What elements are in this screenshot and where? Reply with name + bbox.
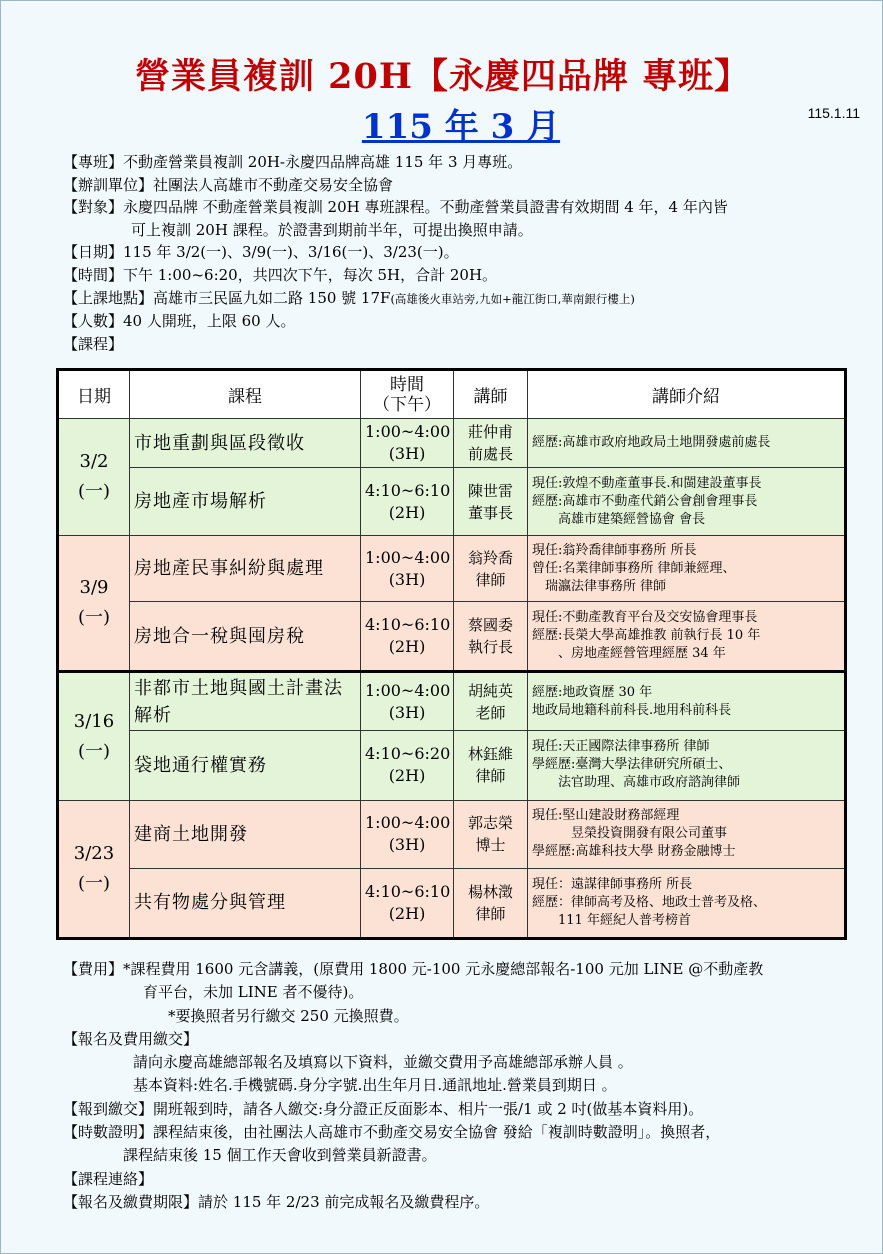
bottom-info [63,958,863,1214]
session-date [58,672,130,800]
intro-line: 現任:翁羚喬律師事務所 所長 [532,542,697,558]
checkin-line: 【報到繳交】開班報到時，請各人繳交:身分證正反面影本、相片一張/1 或 2 吋(做基本資料用)。 [63,1099,704,1118]
teacher-name: 蔡國委 [467,616,513,635]
teacher-cell [454,672,528,730]
fee-license-note: *要換照者另行繳交 250 元換照費。 [168,1006,409,1025]
time-range: 1:00~4:00 [365,422,451,442]
teacher-title: 博士 [475,836,506,855]
info-location-note: (高雄後火車站旁,九如+龍江街口,華南銀行樓上) [390,291,635,306]
course-title: 市地重劃與區段徵收 [134,432,305,454]
time-hours: (3H) [388,444,426,464]
session-day: 3/23 [73,842,115,864]
course-name [130,468,361,536]
page-subtitle: 115 年 3 月 [361,107,561,147]
intro-line: 經歷:高雄市政府地政局土地開發處前處長 [532,435,771,451]
course-title: 共有物處分與管理 [134,892,286,914]
intro-line: 現任:不動產教育平台及交安協會理事長 [532,610,758,626]
info-location-text: 【上課地點】高雄市三民區九如二路 150 號 17F [63,288,391,307]
session-weekday: (一) [77,740,111,762]
info-time: 【時間】下午 1:00~6:20，共四次下午，每次 5H，合計 20H。 [63,265,498,284]
info-dates: 【日期】115 年 3/2(一)、3/9(一)、3/16(一)、3/23(一)。 [63,243,459,262]
header-intro: 講師介紹 [528,370,846,419]
info-location [63,287,863,311]
header-teacher: 講師 [454,370,528,419]
teacher-name: 林鈺維 [467,745,513,764]
session-time [361,536,454,602]
teacher-title: 律師 [475,570,506,589]
intro-line: 昱榮投資開發有限公司董事 [532,826,728,842]
teacher-intro [528,468,846,536]
session-time [361,602,454,672]
info-class: 【專班】不動產營業員複訓 20H-永慶四品牌高雄 115 年 3 月專班。 [63,153,523,171]
course-name [130,868,361,938]
teacher-name: 胡純英 [467,681,513,700]
session-day: 3/2 [79,451,109,473]
session-date [58,536,130,672]
info-organizer: 【辦訓單位】社團法人高雄市不動產交易安全協會 [63,175,394,194]
session-day: 3/16 [73,710,115,732]
teacher-title: 前處長 [467,445,513,464]
info-course-label: 【課程】 [63,334,124,353]
table-row [58,868,846,938]
teacher-cell [454,800,528,868]
teacher-cell [454,536,528,602]
schedule-table [56,368,847,940]
teacher-title: 老師 [475,703,506,722]
header-date: 日期 [58,370,130,419]
teacher-intro [528,536,846,602]
course-title: 房地產民事糾紛與處理 [134,558,324,580]
signup-line-1: 請向永慶高雄總部報名及填寫以下資料，並繳交費用予高雄總部承辦人員 。 [133,1053,633,1072]
teacher-cell [454,602,528,672]
cert-line-cont: 課程結束後 15 個工作天會收到營業員新證書。 [123,1146,437,1165]
intro-line: 現任:敦煌不動產董事長.和閩建設董事長 [532,475,762,491]
teacher-cell [454,730,528,800]
page-title: 營業員複訓 20H【永慶四品牌 專班】 [134,56,751,97]
course-title: 房地產市場解析 [134,491,267,513]
session-weekday: (一) [77,481,111,503]
intro-line: 、房地產經營管理經歷 34 年 [532,646,726,662]
teacher-intro [528,672,846,730]
header-time-sub: （下午） [373,394,441,415]
signup-line-2: 基本資料:姓名.手機號碼.身分字號.出生年月日.通訊地址.營業員到期日 。 [133,1076,617,1095]
intro-line: 曾任:名業律師事務所 律師兼經理、 [532,560,736,576]
table-row [58,672,846,730]
deadline-line: 【報名及繳費期限】請於 115 年 2/23 前完成報名及繳費程序。 [63,1192,490,1211]
time-hours: (3H) [388,569,426,589]
time-range: 4:10~6:10 [365,881,451,901]
teacher-name: 翁羚喬 [467,548,513,567]
session-weekday: (一) [77,607,111,629]
table-row [58,419,846,468]
intro-line: 經歷:地政資歷 30 年 [532,684,653,700]
teacher-cell [454,419,528,468]
course-title: 房地合一稅與囤房稅 [134,625,305,647]
time-hours: (2H) [388,903,426,923]
time-hours: (3H) [388,702,426,722]
contact-line: 【課程連絡】 [63,1169,154,1188]
document-date: 115.1.11 [807,105,860,121]
session-date [58,419,130,536]
header-time-label: 時間 [390,374,424,395]
session-time [361,672,454,730]
info-target-cont: 可上複訓 20H 課程。於證書到期前半年，可提出換照申請。 [131,220,533,239]
intro-line: 經歷:長榮大學高雄推教 前執行長 10 年 [532,628,761,644]
course-title: 袋地通行權實務 [134,754,267,776]
intro-line: 學經歷:高雄科技大學 財務金融博士 [532,844,736,860]
teacher-intro [528,730,846,800]
course-name [130,536,361,602]
time-hours: (2H) [388,766,426,786]
course-name [130,800,361,868]
signup-title: 【報名及費用繳交】 [63,1029,199,1048]
intro-line: 學經歷:臺灣大學法律研究所碩士、 [532,757,732,773]
teacher-name: 莊仲甫 [467,423,513,442]
info-people: 【人數】40 人開班，上限 60 人。 [63,312,296,331]
time-hours: (2H) [388,502,426,522]
intro-line: 經歷:高雄市不動產代銷公會創會理事長 [532,493,758,509]
intro-line: 現任：遠謀律師事務所 所長 [532,876,693,892]
teacher-intro [528,868,846,938]
session-date [58,800,130,938]
time-range: 1:00~4:00 [365,547,451,567]
session-time [361,730,454,800]
teacher-cell [454,468,528,536]
teacher-title: 律師 [475,904,506,923]
intro-line: 現任:堅山建設財務部經理 [532,808,680,824]
teacher-intro [528,602,846,672]
time-range: 4:10~6:20 [365,744,451,764]
time-range: 1:00~4:00 [365,813,451,833]
time-hours: (3H) [388,835,426,855]
fee-line-cont: 育平台，未加 LINE 者不優待)。 [143,983,364,1002]
intro-line: 高雄市建築經營協會 會長 [532,511,706,527]
time-range: 1:00~4:00 [365,680,451,700]
session-time [361,868,454,938]
table-row [58,730,846,800]
teacher-name: 楊林澂 [467,882,513,901]
intro-line: 地政局地籍科前科長.地用科前科長 [532,702,732,718]
intro-line: 111 年經紀人普考榜首 [532,912,691,928]
course-title: 非都市土地與國土計畫法解析 [134,677,343,726]
teacher-name: 郭志榮 [467,814,513,833]
course-name [130,672,361,730]
teacher-title: 執行長 [467,638,513,657]
session-time [361,468,454,536]
teacher-title: 律師 [475,767,506,786]
teacher-intro [528,800,846,868]
teacher-title: 董事長 [467,503,513,522]
session-day: 3/9 [79,577,109,599]
course-info [63,151,863,355]
intro-line: 瑞瀛法律事務所 律師 [532,578,667,594]
teacher-name: 陳世雷 [467,481,513,500]
header-course: 課程 [130,370,361,419]
course-name [130,419,361,468]
teacher-cell [454,868,528,938]
table-row [58,800,846,868]
course-name [130,602,361,672]
table-row [58,468,846,536]
intro-line: 現任:天正國際法律事務所 律師 [532,739,710,755]
course-title: 建商土地開發 [134,823,248,845]
session-time [361,800,454,868]
session-weekday: (一) [77,872,111,894]
table-header-row [58,370,846,419]
time-range: 4:10~6:10 [365,615,451,635]
time-hours: (2H) [388,637,426,657]
intro-line: 法官助理、高雄市政府諮詢律師 [532,775,741,791]
info-target: 【對象】永慶四品牌 不動產營業員複訓 20H 專班課程。不動產營業員證書有效期間 4 年，4 年內皆 [63,198,728,217]
teacher-intro [528,419,846,468]
cert-line: 【時數證明】課程結束後，由社團法人高雄市不動產交易安全協會 發給「複訓時數證明」。換照者， [63,1123,721,1142]
session-time [361,419,454,468]
intro-line: 經歷：律師高考及格、地政士普考及格、 [532,894,767,910]
table-row [58,602,846,672]
table-row [58,536,846,602]
header-time [361,370,454,419]
time-range: 4:10~6:10 [365,480,451,500]
course-name [130,730,361,800]
fee-line: 【費用】*課程費用 1600 元含講義，(原費用 1800 元-100 元永慶總部報名-100 元加 LINE @不動產教 [63,960,764,978]
